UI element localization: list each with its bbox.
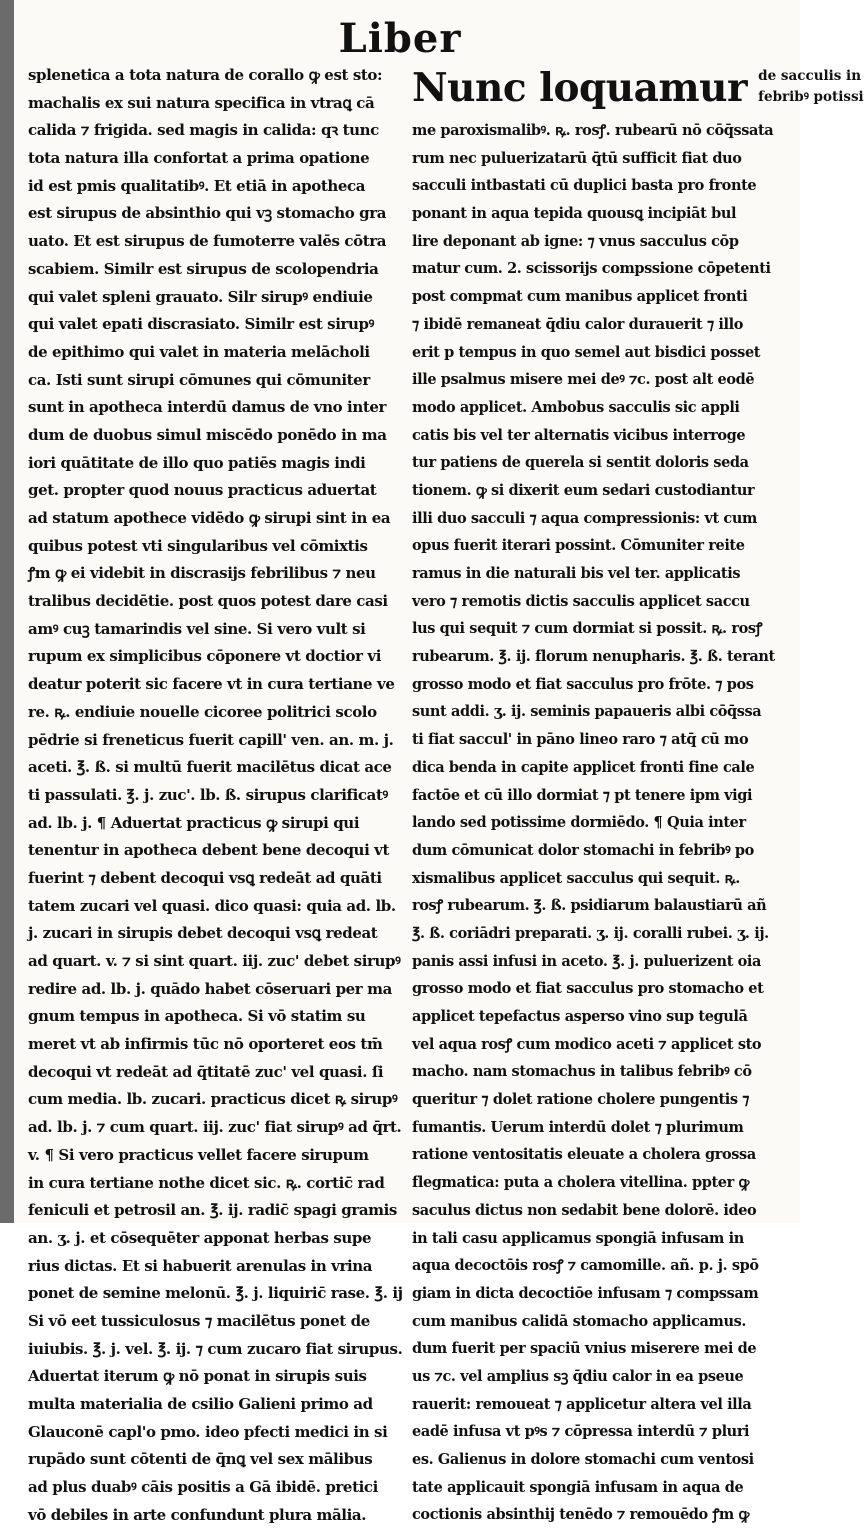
text-line: qui valet spleni grauato. Silr sirupꝰ endiuie [28, 287, 373, 306]
text-line: lus qui sequit ⁊ cum dormiat si possit. ꝶ. rosꝭ [412, 620, 763, 638]
text-line: in tali casu applicamus spongiā infusam in [412, 1229, 744, 1247]
incipit-tail-line: febribꝰ potissi [758, 89, 864, 105]
text-line: ca. Isti sunt sirupi cōmunes qui cōmuniter [28, 370, 370, 389]
text-line: in cura tertiane nothe dicet sic. ꝶ. cortic̄ rad [28, 1173, 385, 1192]
text-line: rauerit: remoueat ⁊ applicetur altera vel illa [412, 1395, 752, 1413]
text-line: j. zucari in sirupis debet decoqui vsꝗ redeat [28, 924, 378, 943]
incipit-heading [412, 62, 864, 117]
text-line: vel aqua rosꝭ cum modico aceti ⁊ applicet sto [412, 1035, 762, 1053]
text-line: Aduertat iterum ꝙ nō ponat in sirupis suis [28, 1367, 367, 1386]
text-line: fumantis. Uerum interdū dolet ⁊ plurimum [412, 1118, 744, 1136]
text-line: tate applicauit spongiā infusam in aqua de [412, 1478, 744, 1496]
text-line: ille psalmus misere mei deꝰ ⁊c. post alt eodē [412, 371, 755, 389]
text-line: dum fuerit per spaciū vnius miserere mei de [412, 1340, 757, 1358]
text-line: ad. lb. j. ¶ Aduertat practicus ꝙ sirupi qui [28, 813, 360, 832]
text-line: sunt in apotheca interdū damus de vno inter [28, 398, 387, 417]
text-line: grosso modo et fiat sacculus pro stomacho et [412, 980, 764, 998]
text-line: modo applicet. Ambobus sacculis sic appli [412, 398, 740, 416]
text-line: est sirupus de absinthio qui vꝫ stomacho gra [28, 204, 387, 223]
text-line: qui valet epati discrasiato. Similr est sirupꝰ [28, 315, 374, 334]
text-line: ad plus duabꝰ cāis positis a Gā ibidē. pretici [28, 1478, 378, 1497]
text-line: ꝭm ꝙ ei videbit in discrasijs febrilibus ⁊ neu [28, 564, 376, 583]
text-line: cum manibus calidā stomacho applicamus. [412, 1312, 747, 1330]
text-line: tralibus decidētie. post quos potest dare casi [28, 592, 388, 611]
text-line: ℥. ß. coriādri preparati. ʒ. ij. coralli rubei. ʒ. ij. [412, 924, 769, 942]
text-line: us ⁊c. vel amplius sꝫ q̄diu calor in ea pseue [412, 1367, 744, 1385]
text-line: amꝰ cuꝫ tamarindis vel sine. Si vero vult si [28, 619, 366, 638]
text-line: ⁊ ibidē remaneat q̄diu calor durauerit ⁊ illo [412, 315, 744, 333]
text-line: calida ⁊ frigida. sed magis in calida: qꝛ tunc [28, 121, 379, 140]
right-column-lines [412, 117, 774, 1529]
text-line: catis bis vel ter alternatis vicibus interroge [412, 426, 746, 444]
text-line: pēdrie si freneticus fuerit capill' ven. an. m. j. [28, 730, 394, 749]
text-line: rius dictas. Et si habuerit arenulas in vrina [28, 1256, 373, 1275]
incipit-large-text: Nunc loquamur [412, 65, 748, 111]
text-line: decoqui vt redeāt ad q̄titatē zuc' vel quasi. ſi [28, 1062, 384, 1081]
text-line: rosꝭ rubearum. ℥. ß. psidiarum balaustiarū añ [412, 897, 767, 915]
text-line: ad statum apothece vidēdo ꝙ sirupi sint in ea [28, 509, 391, 527]
text-line: matur cum. 2. scissorijs compssione cōpetenti [412, 260, 771, 278]
text-line: queritur ⁊ dolet ratione cholere pungentis ⁊ [412, 1091, 750, 1109]
text-line: meret vt ab infirmis tūc nō oporteret eos tm̄ [28, 1035, 383, 1054]
text-line: me paroxismalibꝰ. ꝶ. rosꝭ. rubearū nō cōq̄ssata [412, 122, 774, 139]
text-line: giam in dicta decoctiōe infusam ⁊ compssam [412, 1284, 759, 1302]
text-line: tionem. ꝙ si dixerit eum sedari custodiantur [412, 481, 755, 499]
text-line: vero ⁊ remotis dictis sacculis applicet saccu [412, 592, 750, 610]
text-line: lire deponant ab igne: ⁊ vnus sacculus cōp [412, 232, 739, 250]
text-line: ponet de semine melonū. ℥. j. liquiric̄ rase. ℥. ij [28, 1284, 403, 1303]
text-line: iori quātitate de illo quo patiēs magis indi [28, 453, 366, 472]
text-line: fuerint ⁊ debent decoqui vsꝗ redeāt ad quāti [28, 868, 382, 887]
text-line: tota natura illa confortat a prima opatione [28, 149, 370, 168]
text-line: dum de duobus simul miscēdo ponēdo in ma [28, 425, 387, 444]
text-line: rubearum. ℥. ij. florum nenupharis. ℥. ß. terant [412, 648, 775, 666]
text-line: cum media. lb. zucari. practicus dicet ꝶ sirupꝰ [28, 1090, 398, 1109]
incipit-tail-line: de sacculis in [758, 68, 862, 84]
text-line: Glauconē capl'o pmo. ideo pfecti medici in si [28, 1422, 388, 1441]
text-line: post compmat cum manibus applicet fronti [412, 288, 748, 306]
text-line: multa materialia de csilio Galieni primo ad [28, 1395, 373, 1413]
text-line: flegmatica: puta a cholera vitellina. ppter ꝙ [412, 1174, 749, 1192]
text-line: tatem zucari vel quasi. dico quasi: quia ad. lb. [28, 896, 396, 915]
text-line: vō debiles in arte confundunt plura mālia. [28, 1505, 367, 1524]
right-text-column [412, 62, 864, 1529]
text-line: uato. Et est sirupus de fumoterre valēs cōtra [28, 232, 387, 251]
text-line: aqua decoctōis rosꝭ ⁊ camomille. añ. p. j. spō [412, 1257, 759, 1275]
incipit-tail [758, 62, 864, 108]
text-line: quibus potest vti singularibus vel cōmixtis [28, 536, 368, 555]
text-line: splenetica a tota natura de corallo ꝙ est sto: [28, 66, 383, 84]
text-line: dum cōmunicat dolor stomachi in febribꝰ po [412, 841, 754, 859]
text-line: coctionis absinthij tenēdo ⁊ remouēdo ꝭm ꝙ [412, 1506, 750, 1524]
text-line: deatur poterit sic facere vt in cura tertiane ve [28, 675, 395, 694]
text-line: machalis ex sui natura specifica in vtraꝗ cā [28, 93, 375, 112]
text-line: lando sed potissime dormiēdo. ¶ Quia inter [412, 814, 746, 832]
text-line: eadē infusa vt pꝰs ⁊ cōpressa interdū ⁊ pluri [412, 1423, 750, 1441]
text-line: rupum ex simplicibus cōponere vt doctior vi [28, 647, 382, 666]
text-line: tur patiens de querela si sentit doloris seda [412, 454, 749, 472]
text-line: grosso modo et fiat sacculus pro frōte. ⁊ pos [412, 675, 754, 693]
text-line: id est pmis qualitatibꝰ. Et etiā in apotheca [28, 176, 366, 195]
text-line: ponant in aqua tepida quousꝗ incipiāt bul [412, 205, 737, 223]
text-line: re. ꝶ. endiuie nouelle cicoree politrici scolo [28, 702, 377, 721]
text-line: illi duo sacculi ⁊ aqua compressionis: vt cum [412, 509, 757, 527]
text-line: macho. nam stomachus in talibus febribꝰ cō [412, 1063, 752, 1081]
text-line: tenentur in apotheca debent bene decoqui vt [28, 841, 390, 860]
left-text-column [28, 62, 404, 1529]
page-gutter-edge [0, 0, 14, 1223]
running-head: Liber [338, 15, 462, 62]
text-line: saculus dictus non sedabit bene dolorē. ideo [412, 1201, 757, 1219]
text-line: opus fuerit iterari possint. Cōmuniter reite [412, 537, 745, 555]
text-line: es. Galienus in dolore stomachi cum ventosi [412, 1451, 754, 1468]
text-line: ad. lb. j. ⁊ cum quart. iij. zuc' fiat sirupꝰ ad q̄rt. [28, 1118, 402, 1137]
text-line: erit p tempus in quo semel aut bisdici posset [412, 343, 761, 361]
text-line: v. ¶ Si vero practicus vellet facere sirupum [28, 1145, 369, 1164]
text-line: scabiem. Similr est sirupus de scolopendria [28, 259, 379, 278]
text-line: feniculi et petrosil an. ℥. ij. radic̄ spagi gramis [28, 1201, 397, 1220]
text-line: aceti. ℥. ß. si multū fuerit macilētus dicat ace [28, 758, 392, 777]
text-line: an. ʒ. j. et cōsequēter apponat herbas supe [28, 1228, 372, 1247]
text-line: ad quart. v. ⁊ si sint quart. iij. zuc' debet sirupꝰ [28, 952, 401, 970]
text-line: ti passulati. ℥. j. zuc'. lb. ß. sirupus clarificatꝰ [28, 785, 388, 804]
text-line: applicet tepefactus asperso vino sup tegulā [412, 1008, 748, 1025]
text-line: ti fiat saccul' in pāno lineo raro ⁊ atq̄ cū mo [412, 731, 749, 749]
text-line: gnum tempus in apotheca. Si vō statim su [28, 1007, 366, 1026]
text-line: get. propter quod nouus practicus aduertat [28, 481, 377, 500]
text-line: sunt addi. ʒ. ij. seminis papaueris albi cōq̄ssa [412, 703, 762, 721]
text-line: iuiubis. ℥. j. vel. ℥. ij. ⁊ cum zucaro fiat sirupus. [28, 1339, 403, 1358]
text-line: rupādo sunt cōtenti de q̄nꝗ vel sex mālibus [28, 1450, 373, 1469]
text-line: sacculi intbastati cū duplici basta pro fronte [412, 177, 757, 195]
text-line: ramus in die naturali bis vel ter. applicatis [412, 565, 741, 582]
text-line: factōe et cū illo dormiat ⁊ pt tenere ipm vigi [412, 786, 753, 804]
text-line: rum nec puluerizatarū q̄tū sufficit fiat duo [412, 149, 742, 167]
text-line: redire ad. lb. j. quādo habet cōseruari per ma [28, 979, 392, 998]
text-line: de epithimo qui valet in materia melācholi [28, 342, 370, 361]
text-line: Si vō eet tussiculosus ⁊ macilētus ponet de [28, 1311, 370, 1330]
text-line: dica benda in capite applicet fronti fine cale [412, 758, 755, 776]
text-line: panis assi infusi in aceto. ℥. j. puluerizent oia [412, 952, 762, 970]
text-line: xismalibus applicet sacculus qui sequit. ꝶ. [412, 869, 740, 887]
text-line: ratione ventositatis eleuate a cholera grossa [412, 1146, 756, 1164]
